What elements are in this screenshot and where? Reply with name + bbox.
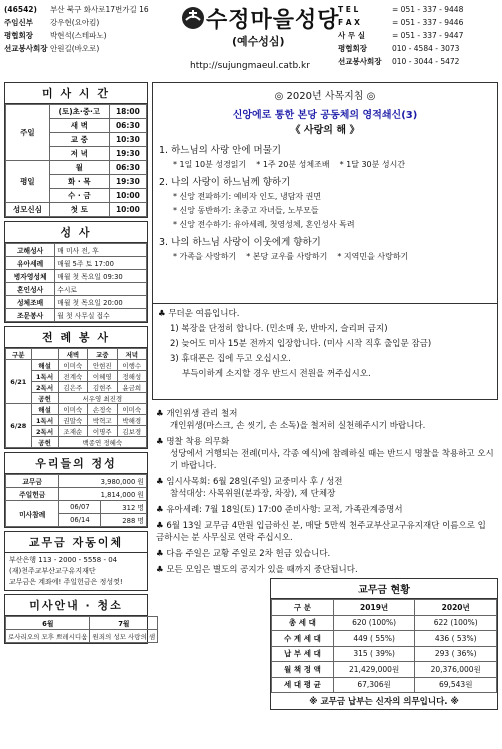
tithe-2019: 449 ( 55%) — [333, 631, 415, 647]
liturgy-person: 서우영 최진경 — [58, 393, 146, 404]
tithe-label: 총 세 대 — [272, 615, 334, 631]
liturgy-title: 전 례 봉 사 — [5, 327, 147, 348]
sacrament-row — [6, 296, 147, 309]
cleaning-box — [4, 594, 156, 644]
liturgy-person: 김은주 — [58, 382, 87, 393]
tithe-col: 구 분 — [272, 600, 334, 616]
liturgy-person: 박해경 — [117, 415, 147, 426]
cleaning-group-7: 원죄의 성모 사랑의 샘 — [90, 630, 158, 643]
news-title: ♣ 다음 주일은 교황 주일로 2차 헌금 있습니다. — [156, 549, 331, 559]
tithe-2020: 436 ( 53%) — [415, 631, 497, 647]
liturgy-role: 1독서 — [31, 415, 58, 426]
liturgy-row — [6, 404, 147, 415]
mass-time: 18:00 — [109, 105, 146, 119]
attendance-date: 06/14 — [59, 514, 101, 527]
office-value: = 051 - 337 - 9447 — [392, 31, 464, 40]
liturgy-person: 김현주 — [88, 382, 117, 393]
s3-bullet: * 지역민을 사랑하기 — [337, 252, 409, 261]
pastor-label: 주임신부 — [4, 18, 33, 27]
liturgy-person: 정해성 — [117, 371, 147, 382]
pastoral-section-3: 3. 나의 하느님 사랑이 이웃에게 향하기 — [159, 237, 321, 248]
pastoral-guidelines — [152, 82, 498, 304]
mass-type: 수 · 금 — [49, 189, 109, 203]
mass-row — [6, 203, 147, 217]
tithe-row — [272, 662, 497, 678]
news-title: ♣ 6월 13일 교무금 4만원 입금하신 분, 매달 5만씩 천주교부산교구유지재단 이름으로 입금하시는 분 사무실로 연락 주십시오. — [156, 521, 486, 543]
tithe-2019: 620 (100%) — [333, 615, 415, 631]
offering-amount: 3,980,000 원 — [59, 475, 147, 488]
mission-label: 선교봉사회장 — [4, 44, 48, 53]
mass-time: 19:30 — [109, 147, 146, 161]
sacrament-row — [6, 270, 147, 283]
liturgy-person: 이명주 — [88, 426, 117, 437]
tithe-label: 월 책 정 액 — [272, 662, 334, 678]
liturgy-col: 새벽 — [58, 349, 87, 360]
attendance-row — [6, 501, 147, 514]
address-code: (46542) — [4, 5, 37, 14]
news-detail: 성당에서 거행되는 전례(미사, 각종 예식)에 참례하실 때는 반드시 명찰을 착용하고 오시기 바랍니다. — [170, 449, 494, 471]
liturgy-person: 박혁고 — [88, 415, 117, 426]
council-label: 평협회장 — [4, 31, 33, 40]
parish-title: 수정마을성당 — [206, 8, 340, 33]
bulletin-header — [4, 3, 498, 79]
offering-table — [5, 474, 147, 527]
sacrament-row — [6, 309, 147, 322]
liturgy-table — [5, 348, 147, 448]
mass-group: 주일 — [6, 105, 50, 161]
office-label: 사 무 실 — [338, 31, 365, 40]
s2-bullet: * 신앙 전수하기: 유아세례, 첫영성체, 혼인성사 독려 — [173, 220, 355, 229]
sacrament-name: 고해성사 — [6, 244, 55, 257]
sacrament-title: 성 사 — [5, 222, 147, 243]
news-item — [156, 564, 494, 576]
attendance-label: 미사참례 — [6, 501, 59, 527]
news-item — [156, 408, 494, 432]
liturgy-week: 6/28 — [6, 404, 32, 448]
s3-bullet: * 본당 교우를 사랑하기 — [246, 252, 328, 261]
liturgy-person: 이미숙 — [58, 404, 87, 415]
sacrament-when: 수시로 — [55, 283, 147, 296]
tithe-footnote: ※ 교무금 납부는 신자의 의무입니다. ※ — [309, 697, 459, 707]
left-column — [4, 82, 156, 647]
liturgy-head — [6, 349, 147, 360]
mass-group: 성모신심 — [6, 203, 50, 217]
offering-label: 주일헌금 — [6, 488, 59, 501]
pastoral-section-2: 2. 나의 사랑이 하느님께 향하기 — [159, 177, 291, 188]
liturgy-col: 저녁 — [117, 349, 147, 360]
news-title: ♣ 유아세례: 7월 18일(토) 17:00 준비사항: 교적, 가족관계증명서 — [156, 505, 403, 515]
liturgy-person: 조재순 — [58, 426, 87, 437]
liturgy-person: 손정숙 — [88, 404, 117, 415]
pastoral-heading: ◎ 2020년 사목지침 ◎ — [274, 91, 376, 102]
news-detail: 참석대상: 사목위원(분과장, 차장), 제 단체장 — [170, 489, 336, 499]
tithe-row — [272, 615, 497, 631]
tithe-status-title: 교무금 현황 — [271, 579, 497, 599]
mass-group: 평일 — [6, 161, 50, 203]
mass-row — [6, 105, 147, 119]
auto-transfer-box — [4, 531, 148, 591]
tithe-col: 2019년 — [333, 600, 415, 616]
mass-time: 19:30 — [109, 175, 146, 189]
month-6: 6월 — [6, 617, 90, 630]
tithe-label: 수 계 세 대 — [272, 631, 334, 647]
mass-time: 10:00 — [109, 189, 146, 203]
liturgy-person: 이혜영 — [88, 371, 117, 382]
mass-row — [6, 161, 147, 175]
liturgy-week: 6/21 — [6, 360, 32, 404]
sacrament-name: 조문봉사 — [6, 309, 55, 322]
offering-label: 교무금 — [6, 475, 59, 488]
liturgy-col: 구분 — [6, 349, 32, 360]
mass-type: (토)초·중·고 — [49, 105, 109, 119]
pastoral-section-1: 1. 하느님의 사랑 안에 머물기 — [159, 145, 282, 156]
sacrament-when: 매월 첫 목요일 09:30 — [55, 270, 147, 283]
mass-type: 교 중 — [49, 133, 109, 147]
liturgy-person: 이행수 — [117, 360, 147, 371]
tithe-2020: 20,376,000원 — [415, 662, 497, 678]
offering-row — [6, 488, 147, 501]
liturgy-role: 공헌 — [31, 437, 58, 448]
attendance-count: 312 명 — [101, 501, 147, 514]
auto-transfer-title: 교무금 자동이체 — [5, 532, 147, 553]
liturgy-row — [6, 360, 147, 371]
tithe-label: 납 부 세 대 — [272, 646, 334, 662]
mass-times-box — [4, 82, 148, 218]
liturgy-role: 해설 — [31, 360, 58, 371]
tithe-row — [272, 631, 497, 647]
parish-url[interactable]: http://sujungmaeul.catb.kr — [190, 61, 310, 71]
cleaning-table — [5, 616, 158, 643]
pastor-name: 강우현(요아킴) — [50, 18, 100, 27]
church-logo-icon — [182, 7, 204, 29]
mass-type: 화 · 목 — [49, 175, 109, 189]
mass-time: 06:30 — [109, 161, 146, 175]
news-item — [156, 476, 494, 500]
sacrament-name: 혼인성사 — [6, 283, 55, 296]
liturgy-person: 백종연 정혜숙 — [58, 437, 146, 448]
liturgy-person: 윤금희 — [117, 382, 147, 393]
summer-item: 1) 복장을 단정히 합니다. (민소매 옷, 반바지, 슬리퍼 금지) — [170, 324, 388, 334]
s1-bullet: * 1주 20분 성체조배 — [256, 160, 330, 169]
mass-type: 월 — [49, 161, 109, 175]
fax-label: F A X — [338, 18, 360, 27]
tithe-status-box — [270, 578, 498, 710]
tithe-status-table — [271, 599, 497, 693]
tel-value: = 051 - 337 - 9448 — [392, 5, 464, 14]
sacrament-when: 매월 첫 목요일 20:00 — [55, 296, 147, 309]
news-item — [156, 548, 494, 560]
liturgy-person: 이미숙 — [58, 360, 87, 371]
tithe-2020: 69,543원 — [415, 677, 497, 693]
tithe-2020: 622 (100%) — [415, 615, 497, 631]
liturgy-person: 권말숙 — [58, 415, 87, 426]
sacrament-name: 성체조배 — [6, 296, 55, 309]
liturgy-person: 전계숙 — [58, 371, 87, 382]
cleaning-group-6: 로사리오의 모후 쁘레시디움 — [6, 630, 90, 643]
liturgy-box — [4, 326, 148, 449]
liturgy-person: 이미숙 — [117, 404, 147, 415]
liturgy-col: 교중 — [88, 349, 117, 360]
liturgy-role: 해설 — [31, 404, 58, 415]
s1-bullet: * 1달 30분 성시간 — [339, 160, 406, 169]
liturgy-role: 2독서 — [31, 426, 58, 437]
month-7: 7월 — [90, 617, 158, 630]
news-title: ♣ 개인위생 관리 철저 — [156, 409, 238, 419]
sacrament-when: 월 첫 사무실 접수 — [55, 309, 147, 322]
account-holder: (재)천주교부산교구유지재단 — [9, 567, 96, 575]
tithe-row — [272, 677, 497, 693]
sacrament-when: 매 미사 전, 후 — [55, 244, 147, 257]
mass-times-table — [5, 104, 147, 217]
sacrament-box — [4, 221, 148, 323]
summer-item: 2) 늦어도 미사 15분 전까지 입장합니다. (미사 시작 직후 출입문 잠금) — [170, 339, 432, 349]
cleaning-title: 미사안내 · 청소 — [5, 595, 147, 616]
council-name: 박현석(스테파노) — [50, 31, 107, 40]
news-detail: 개인위생(마스크, 손 씻기, 손 소독)을 철저히 실천해주시기 바랍니다. — [170, 421, 426, 431]
attendance-count: 288 명 — [101, 514, 147, 527]
s3-bullet: * 가족을 사랑하기 — [173, 252, 237, 261]
mass-times-title: 미 사 시 간 — [5, 83, 147, 104]
council-phone-label: 평협회장 — [338, 44, 367, 53]
news-item — [156, 504, 494, 516]
pastoral-theme: 신앙에로 통한 본당 공동체의 영적쇄신(3) — [232, 110, 418, 121]
news-list — [152, 400, 498, 576]
summer-item: 3) 휴대폰은 집에 두고 오십시오. — [170, 354, 291, 364]
news-title: ♣ 임시사목회: 6월 28일(주일) 교중미사 후 / 성전 — [156, 477, 343, 487]
mission-phone-label: 선교봉사회장 — [338, 57, 382, 66]
header-right-contacts — [338, 3, 498, 68]
summer-lead: ♣ 무더운 여름입니다. — [158, 309, 240, 319]
mission-phone: 010 - 3044 - 5472 — [392, 57, 460, 66]
tithe-col: 2020년 — [415, 600, 497, 616]
mass-type: 저 녁 — [49, 147, 109, 161]
liturgy-role: 1독서 — [31, 371, 58, 382]
transfer-note: 교무금은 계좌에! 주일헌금은 정성껏! — [9, 578, 123, 586]
mass-time: 06:30 — [109, 119, 146, 133]
sacrament-row — [6, 283, 147, 296]
tithe-2020: 293 ( 36%) — [415, 646, 497, 662]
mass-type: 첫 토 — [49, 203, 109, 217]
offering-amount: 1,814,000 원 — [59, 488, 147, 501]
parish-subtitle: (예수성심) — [232, 35, 285, 48]
news-item — [156, 436, 494, 472]
s1-bullet: * 1일 10분 성경읽기 — [173, 160, 247, 169]
sacrament-name: 유아세례 — [6, 257, 55, 270]
address: 부산 북구 화사로17번가길 16 — [50, 5, 149, 14]
summer-item: 부득이하게 소지할 경우 반드시 전원을 꺼주십시오. — [182, 369, 371, 379]
s2-bullet: * 신앙 동반하기: 초중고 자녀들, 노부모들 — [173, 206, 319, 215]
liturgy-person: 안현진 — [88, 360, 117, 371]
sacrament-when: 매월 5주 토 17:00 — [55, 257, 147, 270]
tithe-2019: 21,429,000원 — [333, 662, 415, 678]
attendance-date: 06/07 — [59, 501, 101, 514]
news-item — [156, 520, 494, 544]
s2-bullet: * 신앙 전파하기: 예비자 인도, 냉담자 권면 — [173, 192, 322, 201]
news-title: ♣ 모든 모임은 별도의 공지가 있을 때까지 중단됩니다. — [156, 565, 358, 575]
offering-box — [4, 452, 148, 528]
mass-time: 10:00 — [109, 203, 146, 217]
tel-label: T E L — [338, 5, 359, 14]
sacrament-row — [6, 257, 147, 270]
header-left-info — [4, 3, 169, 55]
sacrament-name: 병자영성체 — [6, 270, 55, 283]
liturgy-role: 공헌 — [31, 393, 58, 404]
liturgy-person: 김보경 — [117, 426, 147, 437]
mass-time: 10:30 — [109, 133, 146, 147]
mission-name: 안원길(바오로) — [50, 44, 100, 53]
pastoral-year: 《 사랑의 해 》 — [290, 125, 360, 136]
council-phone: 010 - 4584 - 3073 — [392, 44, 460, 53]
tithe-row — [272, 646, 497, 662]
offering-title: 우리들의 정성 — [5, 453, 147, 474]
fax-value: = 051 - 337 - 9446 — [392, 18, 464, 27]
offering-row — [6, 475, 147, 488]
bank-account: 부산은행 113 - 2000 - 5558 - 04 — [9, 556, 118, 564]
sacrament-table — [5, 243, 147, 322]
liturgy-role: 2독서 — [31, 382, 58, 393]
mass-type: 새 벽 — [49, 119, 109, 133]
tithe-head — [272, 600, 497, 616]
tithe-label: 세 대 평 균 — [272, 677, 334, 693]
news-title: ♣ 명찰 착용 의무화 — [156, 437, 230, 447]
liturgy-col-spacer — [31, 349, 58, 360]
summer-notice — [152, 304, 498, 400]
sacrament-row — [6, 244, 147, 257]
tithe-2019: 315 ( 39%) — [333, 646, 415, 662]
right-column — [152, 82, 498, 576]
tithe-2019: 67,306원 — [333, 677, 415, 693]
